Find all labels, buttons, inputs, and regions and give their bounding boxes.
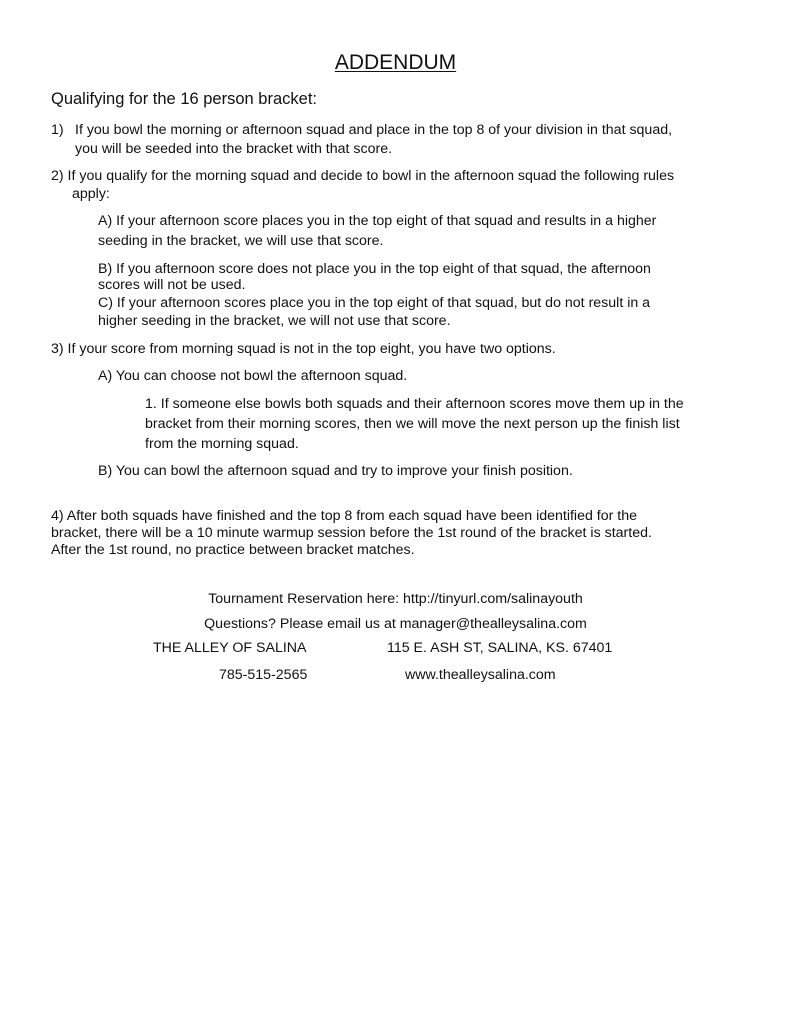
contact-email[interactable]: Questions? Please email us at manager@thealleysalina.com bbox=[204, 616, 587, 632]
rule-3-line-1: 3) If your score from morning squad is not in the top eight, you have two options. bbox=[51, 341, 556, 357]
rule-2b-line-2: scores will not be used. bbox=[98, 277, 246, 293]
rule-3b: B) You can bowl the afternoon squad and try to improve your finish position. bbox=[98, 463, 573, 479]
rule-2-line-1: 2) If you qualify for the morning squad and decide to bowl in the afternoon squad the following rules bbox=[51, 168, 675, 184]
rule-3a: A) You can choose not bowl the afternoon squad. bbox=[98, 368, 408, 384]
rule-2a-line-1: A) If your afternoon score places you in the top eight of that squad and results in a higher bbox=[98, 213, 657, 229]
venue-address: 115 E. ASH ST, SALINA, KS. 67401 bbox=[387, 640, 613, 656]
venue-name: THE ALLEY OF SALINA bbox=[153, 640, 307, 656]
rule-4-line-3: After the 1st round, no practice between bracket matches. bbox=[51, 542, 415, 558]
rule-3a-sub-line-2: bracket from their morning scores, then we will move the next person up the finish list bbox=[145, 416, 680, 432]
page-title: ADDENDUM bbox=[334, 51, 457, 74]
rule-2a-line-2: seeding in the bracket, we will use that score. bbox=[98, 233, 384, 249]
rule-3a-sub-line-1: 1. If someone else bowls both squads and their afternoon scores move them up in the bbox=[145, 396, 684, 412]
rule-2c-line-1: C) If your afternoon scores place you in the top eight of that squad, but do not result in a bbox=[98, 295, 651, 311]
rule-1-number: 1) bbox=[51, 122, 64, 138]
reservation-link[interactable]: Tournament Reservation here: http://tinyurl.com/salinayouth bbox=[208, 591, 583, 607]
rule-4-line-2: bracket, there will be a 10 minute warmup session before the 1st round of the bracket is started. bbox=[51, 525, 652, 541]
rule-2b-line-1: B) If you afternoon score does not place you in the top eight of that squad, the afternoon bbox=[98, 261, 651, 277]
website-link[interactable]: www.thealleysalina.com bbox=[405, 667, 556, 683]
rule-2c-line-2: higher seeding in the bracket, we will not use that score. bbox=[98, 313, 451, 329]
section-heading: Qualifying for the 16 person bracket: bbox=[51, 90, 317, 108]
phone-number: 785-515-2565 bbox=[219, 667, 308, 683]
rule-1-line-1: If you bowl the morning or afternoon squad and place in the top 8 of your division in that squad, bbox=[75, 122, 673, 138]
rule-4-line-1: 4) After both squads have finished and the top 8 from each squad have been identified for the bbox=[51, 508, 638, 524]
rule-2-line-2: apply: bbox=[72, 186, 110, 202]
rule-3a-sub-line-3: from the morning squad. bbox=[145, 436, 299, 452]
rule-1-line-2: you will be seeded into the bracket with that score. bbox=[75, 141, 393, 157]
